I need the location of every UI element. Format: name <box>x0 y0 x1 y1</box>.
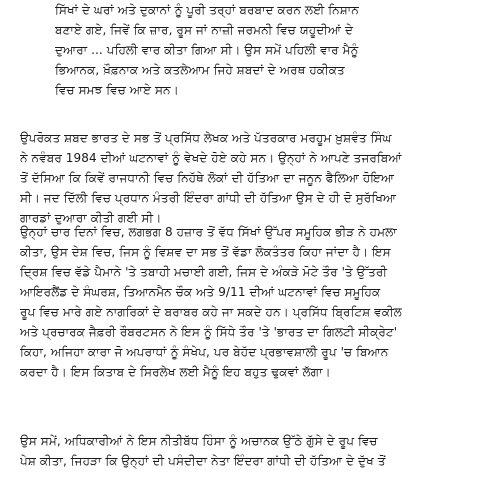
quote-paragraph <box>55 0 470 100</box>
text-line: ਬਣਾਏ ਗਏ, ਜਿਵੇਂ ਕਿ ਜ਼ਾਰ, ਰੂਸ ਜਾਂ ਨਾਜ਼ੀ ਜਰਮਨੀ ਵਿਚ ਯਹੂਦੀਆਂ ਦੇ <box>55 23 354 37</box>
text-line: ਤੋਂ ਦੱਸਿਆ ਕਿ ਕਿਵੇਂ ਰਾਜਧਾਨੀ ਵਿਚ ਨਿਹੱਥੇ ਲੋਕਾਂ ਦੀ ਹੱਤਿਆ ਦਾ ਜਨੂਨ ਫੈਲਿਆ ਹੋਇਆ <box>20 171 394 185</box>
text-line: ਵਿਚ ਸਮਝ ਵਿਚ ਆਏ ਸਨ। <box>55 83 179 97</box>
text-line: ਰੂਪ ਵਿਚ ਮਾਰੇ ਗਏ ਨਾਗਰਿਕਾਂ ਦੇ ਬਰਾਬਰ ਕਹੇ ਜਾ ਸਕਦੇ ਹਨ। ਪ੍ਰਸਿੱਧ ਬ੍ਰਿਟਿਸ਼ ਵਕੀਲ <box>20 305 402 319</box>
text-line: ਪੇਸ਼ ਕੀਤਾ, ਜਿਹੜਾ ਕਿ ਉਨ੍ਹਾਂ ਦੀ ਪਸੰਦੀਦਾ ਨੇਤਾ ਇੰਦਰਾ ਗਾਂਧੀ ਦੀ ਹੱਤਿਆ ਦੇ ਦੁੱਖ ਤੋਂ <box>20 454 386 468</box>
text-line: ਨੇ ਨਵੰਬਰ 1984 ਦੀਆਂ ਘਟਨਾਵਾਂ ਨੂੰ ਵੇਖਦੇ ਹੋਏ ਕਹੇ ਸਨ। ਉਨ੍ਹਾਂ ਨੇ ਆਪਣੇ ਤਜਰਬਿਆਂ <box>20 151 402 165</box>
body-paragraph <box>20 222 470 382</box>
text-line: ਉਸ ਸਮੇਂ, ਅਧਿਕਾਰੀਆਂ ਨੇ ਇਸ ਨੀਤੀਬੱਧ ਹਿੰਸਾ ਨੂੰ ਅਚਾਨਕ ਉੱਠੇ ਗੁੱਸੇ ਦੇ ਰੂਪ ਵਿਚ <box>20 434 378 448</box>
text-line: ਅਤੇ ਪ੍ਰਚਾਰਕ ਜੈਫ਼ਰੀ ਰੌਬਰਟਸਨ ਨੇ ਇਸ ਨੂੰ ਸਿੱਧੇ ਤੌਰ 'ਤੇ 'ਭਾਰਤ ਦਾ ਗਿਲਟੀ ਸੀਕ੍ਰੇਟ' <box>20 325 398 339</box>
text-line: ਕਿਹਾ, ਅਜਿਹਾ ਕਾਰਾ ਜੋ ਅਪਰਾਧਾਂ ਨੂੰ ਸੰਖੇਪ, ਪਰ ਬੇਹੱਦ ਪ੍ਰਭਾਵਸ਼ਾਲੀ ਰੂਪ 'ਚ ਬਿਆਨ <box>20 345 389 359</box>
text-line: ਉਨ੍ਹਾਂ ਚਾਰ ਦਿਨਾਂ ਵਿਚ, ਲਗਭਗ 8 ਹਜ਼ਾਰ ਤੋਂ ਵੱਧ ਸਿੱਖਾਂ ਉੱਪਰ ਸਮੂਹਿਕ ਭੀੜ ਨੇ ਹਮਲਾ <box>20 225 397 239</box>
body-paragraph <box>20 128 470 228</box>
text-line: ਕੀਤਾ, ਉਸ ਦੇਸ਼ ਵਿਚ, ਜਿਸ ਨੂੰ ਵਿਸ਼ਵ ਦਾ ਸਭ ਤੋਂ ਵੱਡਾ ਲੋਕਤੰਤਰ ਕਿਹਾ ਜਾਂਦਾ ਹੈ। ਇਸ <box>20 245 391 259</box>
text-line: ਦੁਆਰਾ ... ਪਹਿਲੀ ਵਾਰ ਕੀਤਾ ਗਿਆ ਸੀ। ਉਸ ਸਮੇਂ ਪਹਿਲੀ ਵਾਰ ਮੈਨੂੰ <box>55 43 359 57</box>
text-line: ਗਾਰਡਾਂ ਦੁਆਰਾ ਕੀਤੀ ਗਈ ਸੀ। <box>20 211 162 225</box>
text-line: ਦ੍ਰਿਸ਼ ਵਿਚ ਵੱਡੇ ਪੈਮਾਨੇ 'ਤੇ ਤਬਾਹੀ ਮਚਾਈ ਗਈ, ਜਿਸ ਦੇ ਅੰਕੜੇ ਮੋਟੇ ਤੌਰ 'ਤੇ ਉੱਤਰੀ <box>20 265 388 279</box>
text-line: ਕਰਦਾ ਹੈ। ਇਸ ਕਿਤਾਬ ਦੇ ਸਿਰਲੇਖ ਲਈ ਮੈਨੂੰ ਇਹ ਬਹੁਤ ਢੁਕਵਾਂ ਲੱਗਾ। <box>20 365 331 379</box>
text-line: ਭਿਆਨਕ, ਖ਼ੌਫ਼ਨਾਕ ਅਤੇ ਕਤਲੇਆਮ ਜਿਹੇ ਸ਼ਬਦਾਂ ਦੇ ਅਰਥ ਹਕੀਕਤ <box>55 63 345 77</box>
body-paragraph <box>20 431 470 471</box>
text-line: ਉਪਰੋਕਤ ਸ਼ਬਦ ਭਾਰਤ ਦੇ ਸਭ ਤੋਂ ਪ੍ਰਸਿੱਧ ਲੇਖਕ ਅਤੇ ਪੱਤਰਕਾਰ ਮਰਹੂਮ ਖ਼ੁਸ਼ਵੰਤ ਸਿੰਘ <box>20 131 392 145</box>
text-line: ਸਿੱਖਾਂ ਦੇ ਘਰਾਂ ਅਤੇ ਦੁਕਾਨਾਂ ਨੂੰ ਪੂਰੀ ਤਰ੍ਹਾਂ ਬਰਬਾਦ ਕਰਨ ਲਈ ਨਿਸ਼ਾਨ <box>55 3 359 17</box>
text-line: ਸੀ। ਜਦ ਦਿੱਲੀ ਵਿਚ ਪ੍ਰਧਾਨ ਮੰਤਰੀ ਇੰਦਰਾ ਗਾਂਧੀ ਦੀ ਹੱਤਿਆ ਉਸ ਦੇ ਹੀ ਦੋ ਸੁਰੱਖਿਆ <box>20 191 397 205</box>
text-line: ਆਇਰਲੈਂਡ ਦੇ ਸੰਘਰਸ਼, ਤਿਆਨਮੈਨ ਚੌਕ ਅਤੇ 9/11 ਦੀਆਂ ਘਟਨਾਵਾਂ ਵਿਚ ਸਮੂਹਿਕ <box>20 285 381 299</box>
